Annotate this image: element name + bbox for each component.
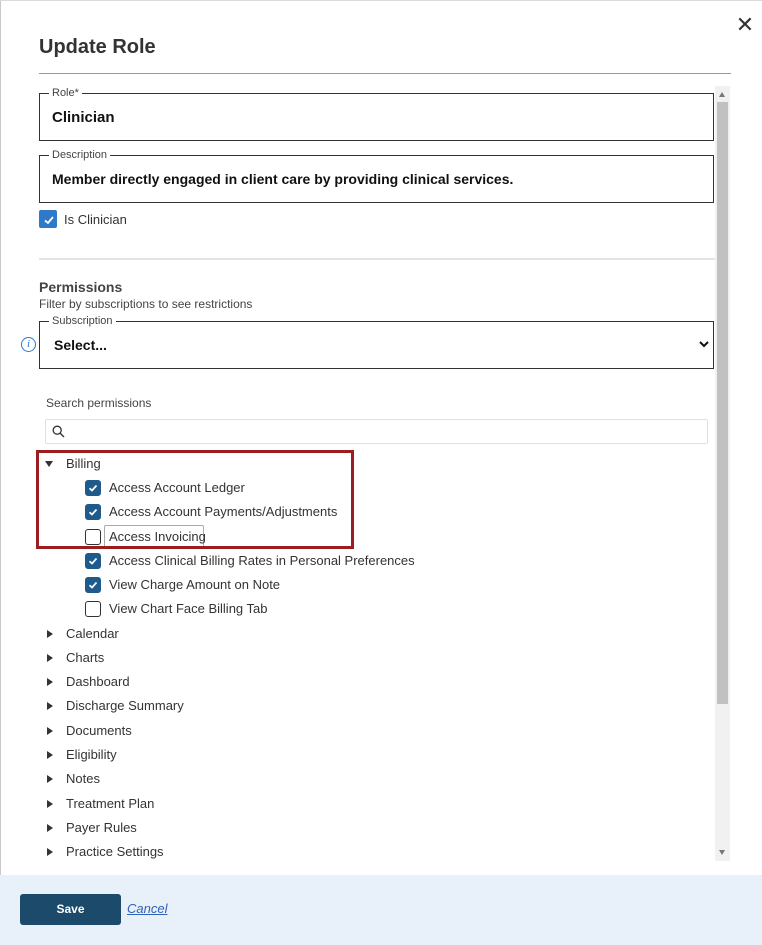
close-icon[interactable]: ✕	[735, 12, 755, 37]
group-calendar-label[interactable]: Calendar	[66, 626, 119, 641]
permission-label: Access Account Payments/Adjustments	[109, 504, 338, 519]
expand-practice-settings-icon[interactable]	[47, 848, 53, 856]
permissions-title: Permissions	[39, 279, 123, 295]
description-field-value: Member directly engaged in client care by providing clinical services.	[52, 171, 514, 187]
section-divider	[39, 258, 715, 260]
permission-label: Access Invoicing	[109, 529, 206, 544]
cancel-link[interactable]: Cancel	[127, 901, 168, 916]
highlight-annotation	[36, 450, 354, 549]
permissions-subtitle: Filter by subscriptions to see restrictions	[39, 297, 253, 311]
permission-label: Access Clinical Billing Rates in Personal Preferences	[109, 553, 415, 568]
group-treatment-plan-label[interactable]: Treatment Plan	[66, 796, 155, 811]
group-eligibility-label[interactable]: Eligibility	[66, 747, 117, 762]
expand-discharge-summary-icon[interactable]	[47, 702, 53, 710]
dialog-title: Update Role	[39, 36, 156, 58]
chevron-down-icon	[697, 337, 711, 351]
group-dashboard-label[interactable]: Dashboard	[66, 674, 130, 689]
group-payer-rules-label[interactable]: Payer Rules	[66, 820, 137, 835]
subscription-legend: Subscription	[49, 314, 116, 328]
expand-charts-icon[interactable]	[47, 654, 53, 662]
search-permissions-label: Search permissions	[46, 396, 152, 410]
role-field-value: Clinician	[52, 109, 115, 126]
description-field[interactable]	[39, 149, 714, 203]
group-billing-label[interactable]: Billing	[66, 456, 101, 471]
scroll-down-arrow-icon[interactable]	[719, 850, 725, 855]
permission-label: View Chart Face Billing Tab	[109, 601, 268, 616]
expand-notes-icon[interactable]	[47, 775, 53, 783]
expand-calendar-icon[interactable]	[47, 630, 53, 638]
title-divider	[39, 73, 731, 74]
scroll-up-arrow-icon[interactable]	[719, 92, 725, 97]
expand-payer-rules-icon[interactable]	[47, 824, 53, 832]
search-icon	[52, 425, 65, 438]
expand-documents-icon[interactable]	[47, 727, 53, 735]
group-notes-label[interactable]: Notes	[66, 771, 100, 786]
group-charts-label[interactable]: Charts	[66, 650, 105, 665]
description-field-legend: Description	[49, 148, 110, 162]
expand-treatment-plan-icon[interactable]	[47, 800, 53, 808]
role-field-legend: Role*	[49, 86, 82, 100]
subscription-select[interactable]	[39, 315, 714, 369]
expand-eligibility-icon[interactable]	[47, 751, 53, 759]
is-clinician-checkbox[interactable]	[39, 210, 57, 228]
save-button[interactable]: Save	[20, 894, 121, 925]
scrollbar-thumb[interactable]	[717, 102, 728, 704]
group-practice-settings-label[interactable]: Practice Settings	[66, 844, 164, 859]
group-discharge-summary-label[interactable]: Discharge Summary	[66, 698, 184, 713]
info-icon[interactable]: i	[21, 337, 36, 352]
checkbox-access-clinical-billing-rates[interactable]	[85, 553, 101, 569]
permission-label: Access Account Ledger	[109, 480, 245, 495]
subscription-selected-value: Select...	[54, 337, 107, 353]
group-documents-label[interactable]: Documents	[66, 723, 132, 738]
role-field[interactable]	[39, 87, 714, 141]
checkbox-view-charge-amount[interactable]	[85, 577, 101, 593]
search-input[interactable]	[45, 419, 708, 444]
checkbox-view-chart-face-billing[interactable]	[85, 601, 101, 617]
is-clinician-label: Is Clinician	[64, 212, 127, 227]
expand-dashboard-icon[interactable]	[47, 678, 53, 686]
permission-label: View Charge Amount on Note	[109, 577, 281, 592]
